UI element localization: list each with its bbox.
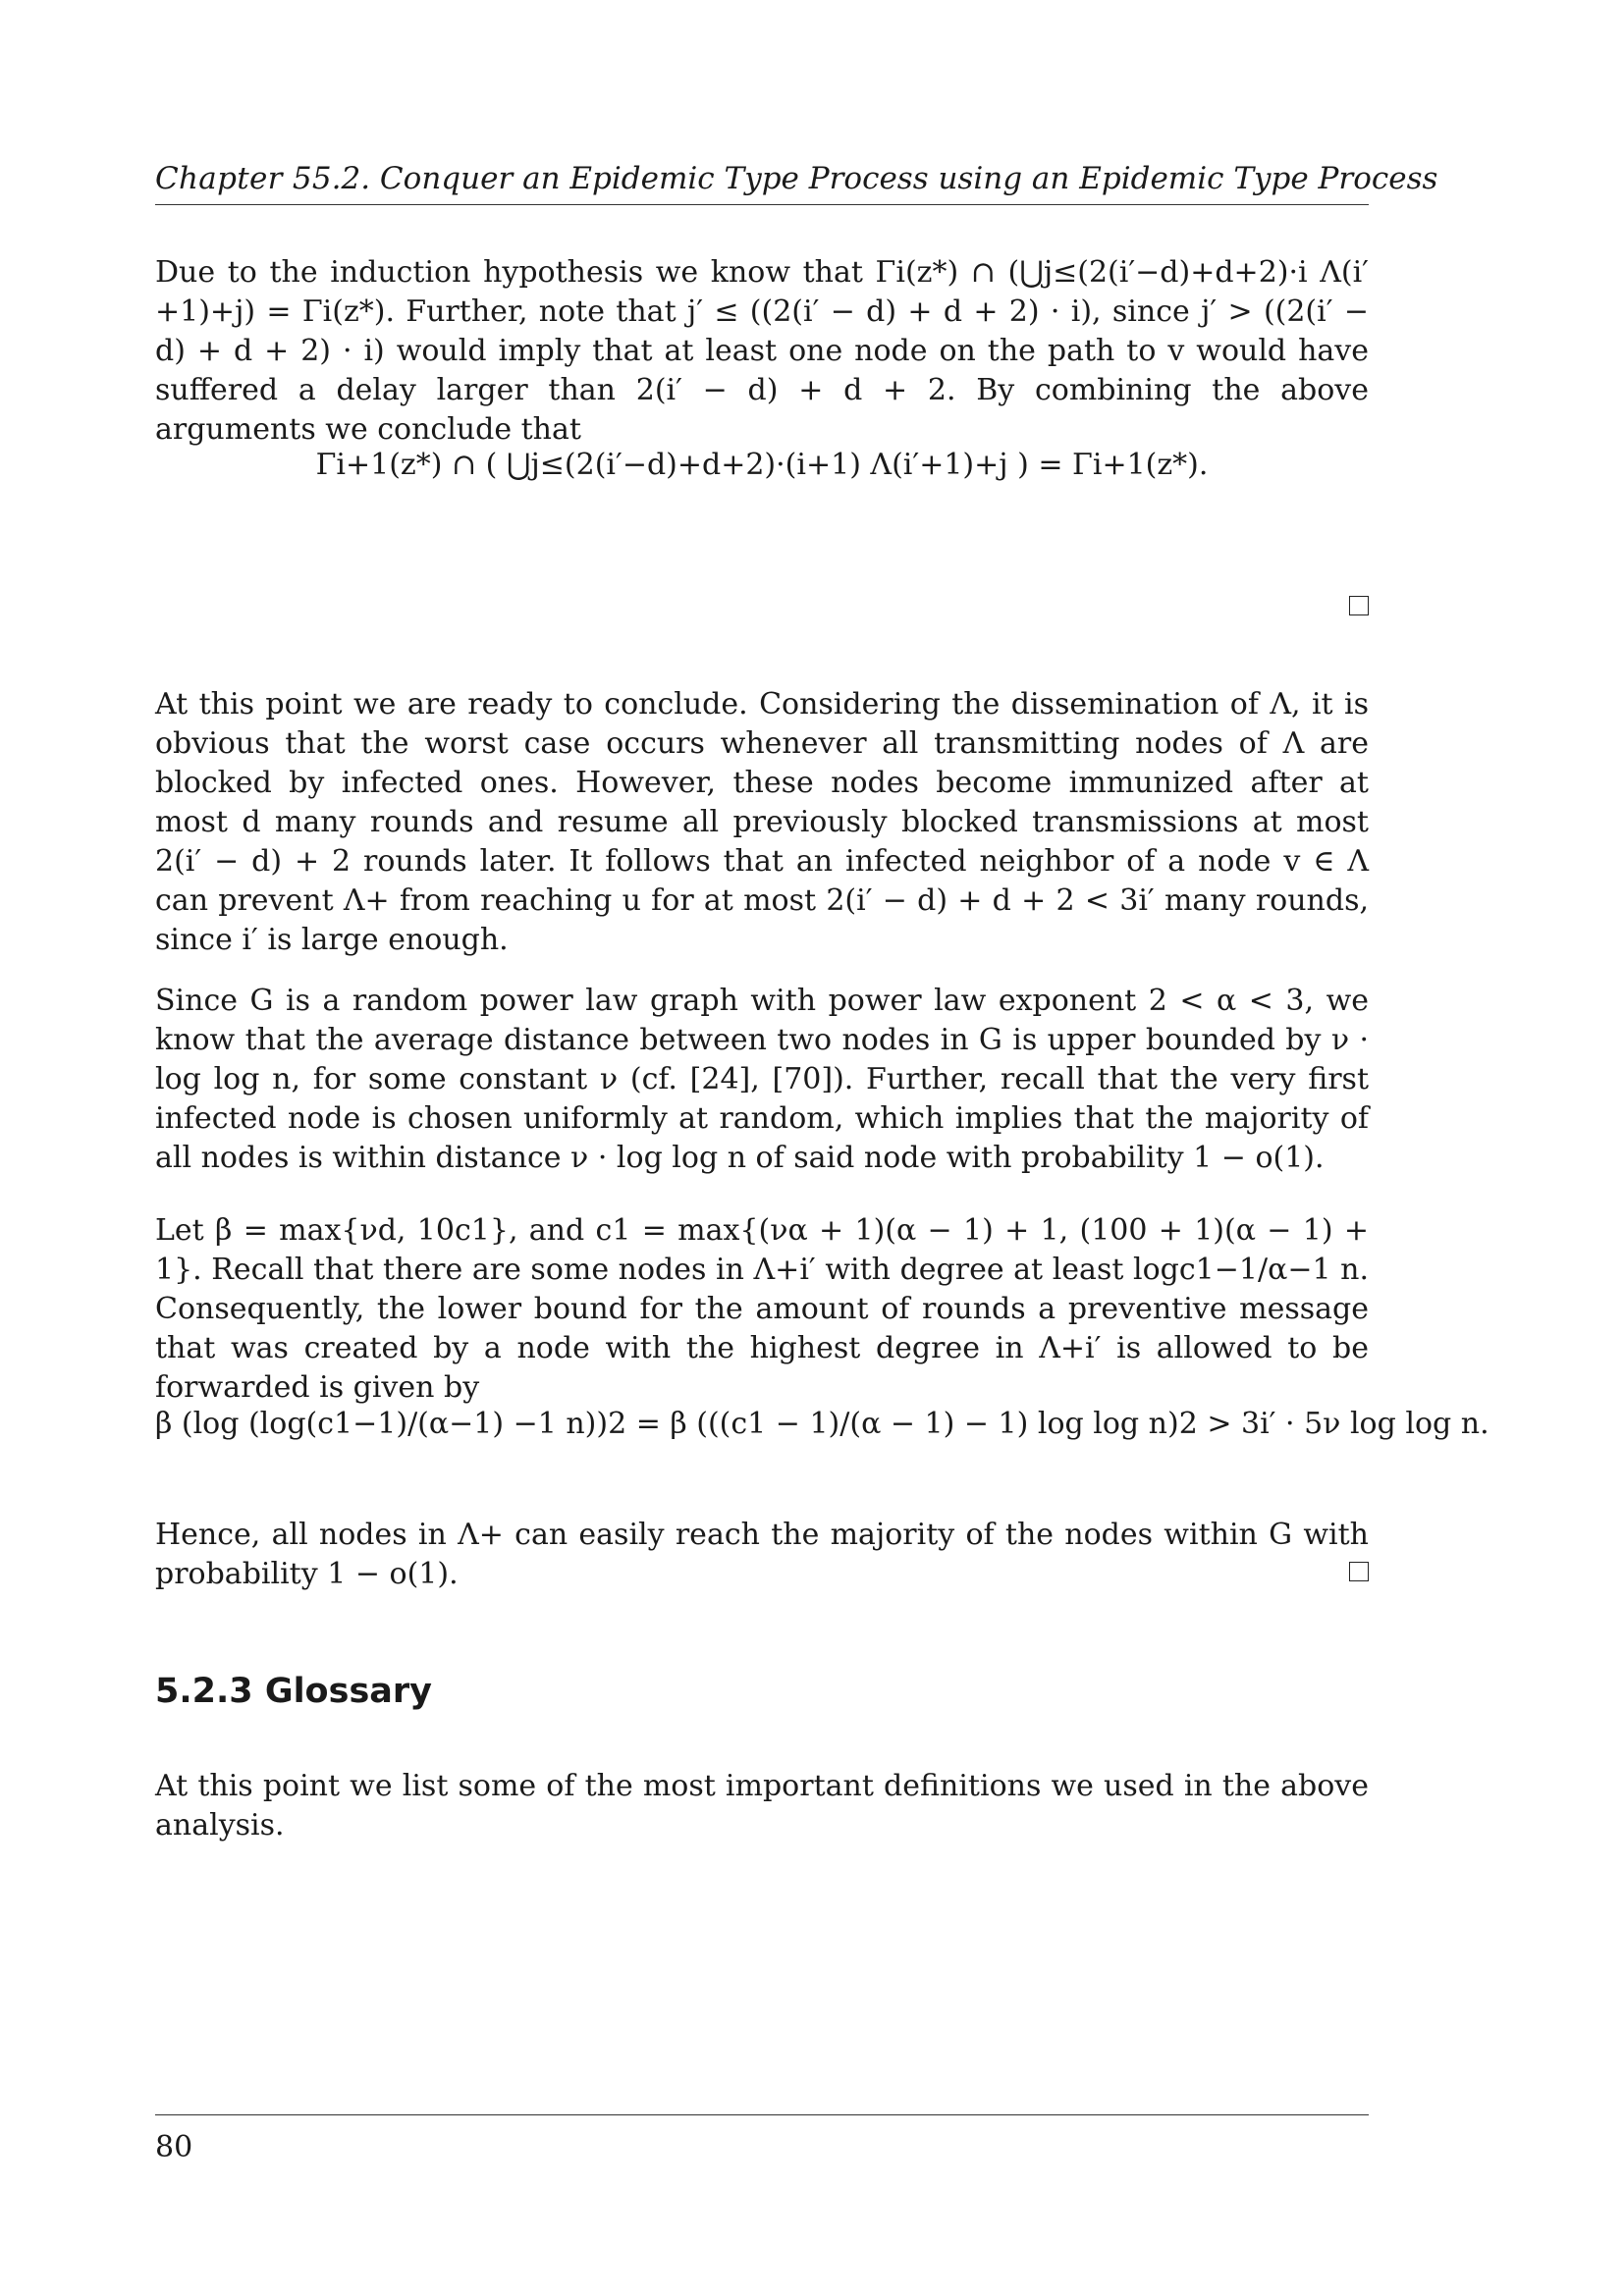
page-number: 80: [155, 2130, 193, 2164]
equation-gamma-union: Γi+1(z*) ∩ ( ⋃j≤(2(i′−d)+d+2)·(i+1) Λ(i′+1)+j ) = Γi+1(z*).: [315, 448, 1209, 482]
equation-beta-bound: β (log (log(c1−1)/(α−1) −1 n))2 = β (((c1 − 1)/(α − 1) − 1) log log n)2 > 3i′ · 5ν log log n.: [155, 1407, 1489, 1441]
paragraph-hence: Hence, all nodes in Λ+ can easily reach the majority of the nodes within G with probability 1 − o(1).: [155, 1518, 1369, 1591]
paragraph-power-law: Since G is a random power law graph with power law exponent 2 < α < 3, we know that the average distance between two nodes in G is upper bounded by ν · log log n, for some constant ν (cf. [24], [70]). Further, recall that the very first infected node is chosen uniformly at random, which implies that the majority of all nodes is within distance ν · log log n of said node with probability 1 − o(1).: [155, 984, 1369, 1175]
page: [155, 0, 1489, 2296]
paragraph-conclude: At this point we are ready to conclude. Considering the dissemination of Λ, it is obvious that the worst case occurs whenever all transmitting nodes of Λ are blocked by infected ones. However, these nodes become immunized after at most d many rounds and resume all previously blocked transmissions at most 2(i′ − d) + 2 rounds later. It follows that an infected neighbor of a node v ∈ Λ can prevent Λ+ from reaching u for at most 2(i′ − d) + d + 2 < 3i′ many rounds, since i′ is large enough.: [155, 687, 1369, 957]
paragraph-induction: Due to the induction hypothesis we know that Γi(z*) ∩ (⋃j≤(2(i′−d)+d+2)·i Λ(i′+1)+j) = Γi(z*). Further, note that j′ ≤ ((2(i′ − d) + d + 2) · i), since j′ > ((2(i′ − d) + d + 2) · i) would imply that at least one node on the path to v would have suffered a delay larger than 2(i′ − d) + d + 2. By combining the above arguments we conclude that: [155, 255, 1369, 447]
section-heading-glossary: 5.2.3 Glossary: [155, 1672, 432, 1711]
qed-square-icon: [1349, 596, 1369, 615]
paragraph-glossary: At this point we list some of the most important definitions we used in the above analysis.: [155, 1769, 1369, 1842]
running-header: [155, 161, 1438, 205]
chapter-label: Chapter 5: [155, 161, 312, 196]
paragraph-beta: Let β = max{νd, 10c1}, and c1 = max{(να + 1)(α − 1) + 1, (100 + 1)(α − 1) + 1}. Recall that there are some nodes in Λ+i′ with degree at least logc1−1/α−1 n. Consequently, the lower bound for the amount of rounds a preventive message that was created by a node with the highest degree in Λ+i′ is allowed to be forwarded is given by: [155, 1213, 1369, 1405]
section-title: 5.2. Conquer an Epidemic Type Process using an Epidemic Type Process: [311, 161, 1438, 196]
qed-square-icon-2: [1349, 1562, 1369, 1581]
footer-rule: [155, 2114, 1369, 2115]
